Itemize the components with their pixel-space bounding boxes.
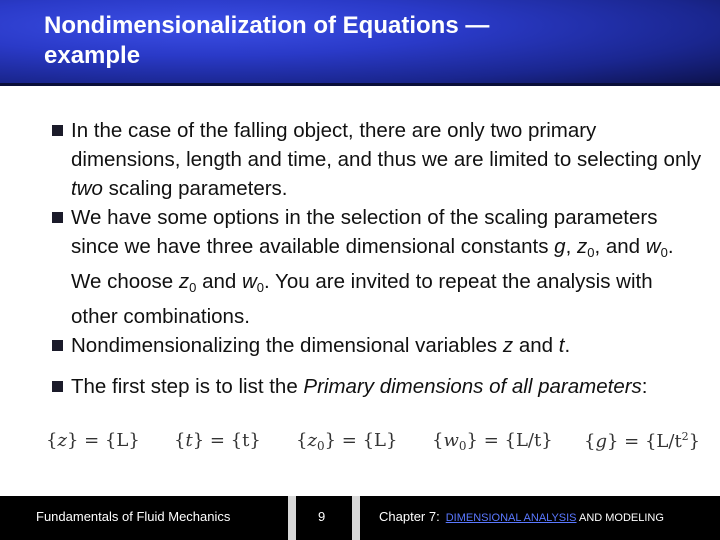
bullet-item-4: [52, 372, 702, 401]
square-bullet-icon: [52, 340, 63, 351]
bullet-text: Nondimensionalizing the dimensional variables: [71, 334, 503, 357]
equation-w0: $\{w_0\} = \{L/t\}$: [432, 430, 553, 453]
footer-page-number: 9: [318, 509, 326, 524]
equation-g: $\{g\} = \{L/t^2\}$: [584, 430, 701, 452]
bullet-text: We have some options in the selection of the scaling parameters since we have three available dimensional constants: [71, 206, 658, 258]
bullet-item-1: [52, 116, 702, 203]
bullet-text: ,: [565, 235, 577, 258]
bullet-item-3: [52, 331, 702, 360]
variable-w: w: [241, 270, 257, 293]
variable-z: z: [502, 334, 514, 357]
footer-course: Fundamentals of Fluid Mechanics: [36, 509, 231, 524]
bullet-text: and: [513, 334, 559, 357]
footer-chapter: [379, 496, 664, 540]
variable-z: z: [576, 235, 588, 258]
bullet-text: . You are invited to repeat the analysis with other combinations.: [71, 270, 653, 328]
square-bullet-icon: [52, 212, 63, 223]
slide-title-line-2: example: [44, 42, 141, 69]
slide-title-line-1: Nondimensionalization of Equations —: [44, 12, 490, 39]
equation-t: {t} = {t}: [174, 430, 261, 451]
footer-chapter-rest: AND MODELING: [576, 512, 664, 524]
subscript: 0: [587, 245, 595, 260]
bullet-text: :: [641, 375, 648, 398]
emphasis-text: Primary dimensions of all parameters: [303, 375, 642, 398]
footer-separator-icon: [352, 496, 362, 540]
bullet-list: [52, 116, 702, 401]
footer-chapter-label: Chapter 7:: [379, 509, 440, 524]
equation-z: {z} = {L}: [46, 430, 140, 451]
bullet-text: , and: [594, 235, 646, 258]
chapter-link[interactable]: DIMENSIONAL ANALYSIS: [445, 512, 577, 524]
bullet-text: The first step is to list the: [71, 375, 304, 398]
bullet-text: scaling parameters.: [102, 177, 288, 200]
square-bullet-icon: [52, 381, 63, 392]
slide-footer: [0, 496, 720, 540]
footer-separator-icon: [286, 496, 296, 540]
variable-w: w: [645, 235, 661, 258]
variable-z: z: [178, 270, 190, 293]
dimension-equations: [46, 426, 701, 460]
bullet-text: and: [196, 270, 242, 293]
subscript: 0: [256, 280, 265, 295]
bullet-text: .: [564, 334, 571, 357]
subscript: 0: [189, 280, 197, 295]
square-bullet-icon: [52, 125, 63, 136]
bullet-item-2: [52, 203, 702, 331]
equation-z0: $\{z_0\} = \{L\}$: [296, 430, 398, 453]
variable-t: t: [558, 334, 565, 357]
emphasis-text: two: [71, 177, 103, 200]
subscript: 0: [660, 245, 668, 260]
bullet-text: . We choose: [71, 235, 674, 293]
slide-title: [44, 11, 684, 71]
bullet-text: In the case of the falling object, there are only two primary dimensions, length and time, and thus we are limited to selecting only: [71, 119, 702, 171]
variable-g: g: [554, 235, 566, 258]
title-bar: [0, 0, 720, 86]
